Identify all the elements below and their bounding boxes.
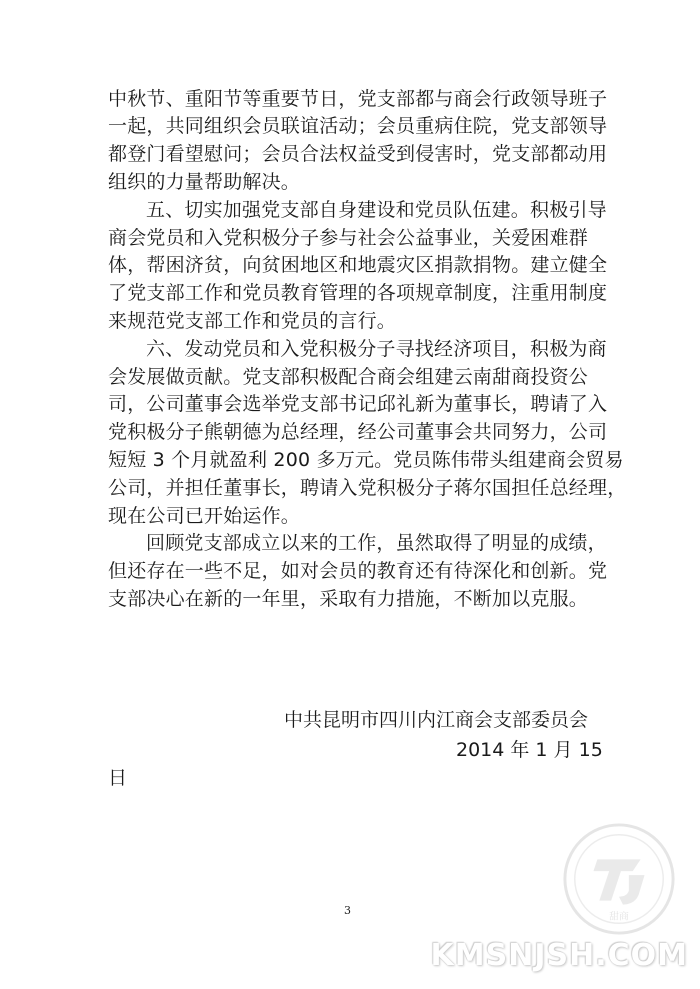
body-line: 司，公司董事会选举党支部书记邱礼新为董事长，聘请了入 — [108, 393, 608, 415]
body-line: 公司，并担任董事长，聘请入党积极分子蒋尔国担任总经理， — [108, 477, 627, 499]
body-line: 现在公司已开始运作。 — [108, 505, 301, 527]
site-watermark: KMSNJSH.COM — [430, 938, 688, 973]
body-line: 党积极分子熊朝德为总经理，经公司董事会共同努力，公司 — [108, 421, 608, 443]
body-line: 会发展做贡献。党支部积极配合商会组建云南甜商投资公 — [108, 366, 589, 388]
body-line: 体，帮困济贫，向贫困地区和地震灾区捐款捐物。建立健全 — [108, 254, 608, 276]
body-line: 来规范党支部工作和党员的言行。 — [108, 310, 397, 332]
body-line: 中秋节、重阳节等重要节日，党支部都与商会行政领导班子 — [108, 88, 608, 110]
body-line: 了党支部工作和党员教育管理的各项规章制度，注重用制度 — [108, 282, 608, 304]
paragraph-six-start: 六、发动党员和入党积极分子寻找经济项目，积极为商 — [146, 338, 607, 360]
signature-date-day: 日 — [108, 767, 128, 789]
body-line: 一起，共同组织会员联谊活动；会员重病住院，党支部领导 — [108, 115, 608, 137]
paragraph-five-start: 五、切实加强党支部自身建设和党员队伍建。积极引导 — [146, 199, 607, 221]
body-line: 都登门看望慰问；会员合法权益受到侵害时，党支部都动用 — [108, 143, 608, 165]
signature-date: 2014 年 1 月 15 — [456, 739, 603, 761]
page-number: 3 — [344, 904, 351, 917]
signature-organization: 中共昆明市四川内江商会支部委员会 — [284, 709, 589, 731]
watermark-stamp-logo — [560, 820, 678, 938]
stamp-text: 甜商 — [609, 911, 629, 923]
body-line: 商会党员和入党积极分子参与社会公益事业，关爱困难群 — [108, 227, 589, 249]
body-line: 支部决心在新的一年里，采取有力措施，不断加以克服。 — [108, 588, 589, 610]
closing-paragraph-start: 回顾党支部成立以来的工作，虽然取得了明显的成绩， — [146, 532, 607, 554]
body-line: 组织的力量帮助解决。 — [108, 171, 301, 193]
body-line: 短短 3 个月就盈利 200 多万元。党员陈伟带头组建商会贸易 — [108, 449, 624, 471]
body-line: 但还存在一些不足，如对会员的教育还有待深化和创新。党 — [108, 560, 608, 582]
